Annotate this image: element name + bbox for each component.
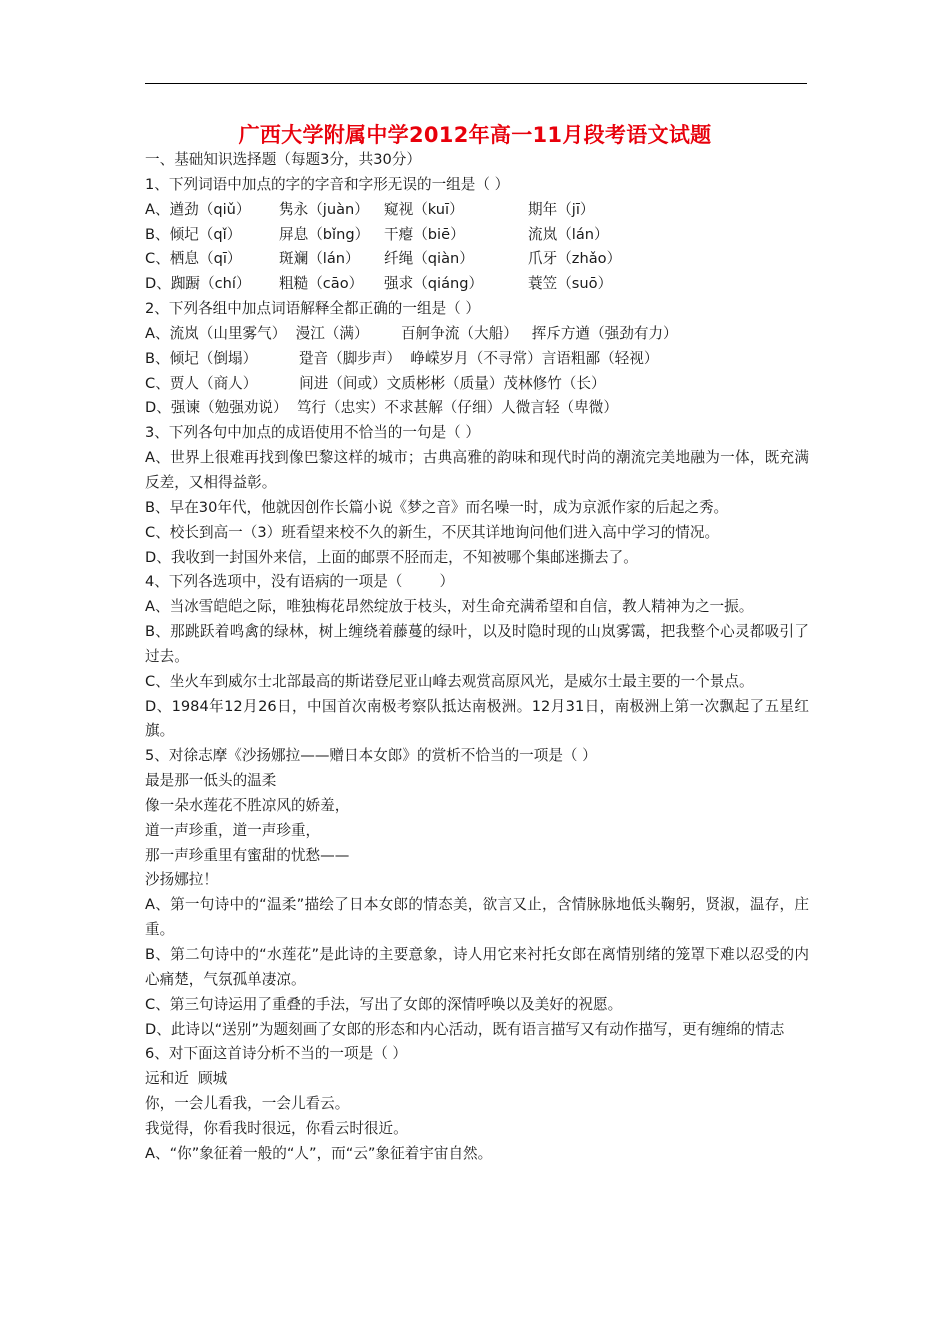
question-1-option-c [145, 247, 809, 272]
question-3-stem: 3、下列各句中加点的成语使用不恰当的一句是（ ） [145, 424, 480, 442]
question-4-stem: 4、下列各选项中，没有语病的一项是（ ） [145, 573, 455, 591]
question-5-option-d: D、此诗以“送别”为题刻画了女郎的形态和内心活动，既有语言描写又有动作描写，更有缠绵的情志 [145, 1020, 785, 1038]
question-6-option-a: A、“你”象征着一般的“人”，而“云”象征着宇宙自然。 [145, 1144, 493, 1162]
option-cell: 蓑笠（suō） [528, 275, 613, 293]
question-4-option-a: A、当冰雪皑皑之际，唯独梅花昂然绽放于枝头，对生命充满希望和自信，教人精神为之一振。 [145, 598, 754, 616]
poem-line: 道一声珍重，道一声珍重， [145, 821, 321, 839]
option-cell: 流岚（lán） [528, 225, 609, 243]
option-cell: 窥视（kuī） [384, 200, 464, 218]
option-cell: 干瘪（biē） [384, 225, 465, 243]
section-heading: 一、基础知识选择题（每题3分，共30分） [145, 151, 421, 168]
poem-line: 像一朵水莲花不胜凉风的娇羞， [145, 796, 350, 814]
question-2-stem: 2、下列各组中加点词语解释全都正确的一组是（ ） [145, 300, 480, 318]
question-2-option-d: D、强谏（勉强劝说） 笃行（忠实）不求甚解（仔细）人微言轻（卑微） [145, 399, 618, 417]
poem-line: 沙扬娜拉！ [145, 871, 218, 889]
question-3-option-b: B、早在30年代，他就因创作长篇小说《梦之音》而名噪一时，成为京派作家的后起之秀。 [145, 498, 729, 516]
question-3-option-c: C、校长到高一（3）班看望来校不久的新生，不厌其详地询问他们进入高中学习的情况。 [145, 523, 720, 541]
question-2-option-a: A、流岚（山里雾气） 漫江（满） 百舸争流（大船） 挥斥方遒（强劲有力） [145, 324, 678, 342]
option-cell: 斑斓（lán） [279, 250, 360, 268]
option-cell: 隽永（juàn） [279, 200, 369, 218]
option-cell: C、栖息（qī） [145, 250, 242, 268]
option-cell: A、遒劲（qiǔ） [145, 200, 251, 218]
question-2-option-b: B、倾圮（倒塌） 跫音（脚步声） 峥嵘岁月（不寻常）言语粗鄙（轻视） [145, 349, 659, 367]
question-5-stem: 5、对徐志摩《沙扬娜拉——赠日本女郎》的赏析不恰当的一项是（ ） [145, 747, 597, 765]
option-cell: 纤绳（qiàn） [384, 250, 474, 268]
poem-line: 最是那一低头的温柔 [145, 772, 277, 790]
option-cell: 粗糙（cāo） [279, 275, 364, 293]
option-cell: B、倾圮（qǐ） [145, 225, 242, 243]
question-4-option-d: D、1984年12月26日，中国首次南极考察队抵达南极洲。12月31日，南极洲上第一次飘起了五星红旗。 [145, 697, 809, 740]
question-1-stem: 1、下列词语中加点的字的字音和字形无误的一组是（ ） [145, 175, 510, 193]
question-4-option-c: C、坐火车到威尔士北部最高的斯诺登尼亚山峰去观赏高原风光，是威尔士最主要的一个景点。 [145, 672, 754, 690]
question-4-option-b: B、那跳跃着鸣禽的绿林，树上缠绕着藤蔓的绿叶，以及时隐时现的山岚雾霭，把我整个心灵都吸引了过去。 [145, 623, 809, 665]
option-cell: 爪牙（zhǎo） [528, 250, 622, 268]
question-2-option-c: C、贾人（商人） 间进（间或）文质彬彬（质量）茂林修竹（长） [145, 374, 606, 392]
header-rule [145, 83, 807, 84]
poem-line: 那一声珍重里有蜜甜的忧愁—— [145, 846, 350, 864]
option-cell: 期年（jī） [528, 200, 595, 218]
option-cell: 强求（qiáng） [384, 275, 484, 293]
question-3-option-d: D、我收到一封国外来信，上面的邮票不胫而走，不知被哪个集邮迷撕去了。 [145, 548, 638, 566]
page-title: 广西大学附属中学2012年高一11月段考语文试题 [238, 123, 712, 147]
question-5-option-c: C、第三句诗运用了重叠的手法，写出了女郎的深情呼唤以及美好的祝愿。 [145, 995, 623, 1013]
option-cell: D、踟蹰（chí） [145, 275, 251, 293]
question-5-option-a: A、第一句诗中的“温柔”描绘了日本女郎的情态美，欲言又止，含情脉脉地低头鞠躬，贤淑，温存，庄重。 [145, 896, 809, 939]
question-5-option-b: B、第二句诗中的“水莲花”是此诗的主要意象，诗人用它来衬托女郎在离情别绪的笼罩下难以忍受的内心痛楚，气氛孤单凄凉。 [145, 946, 809, 988]
poem-title: 远和近 顾城 [145, 1070, 228, 1088]
question-1-option-a [145, 198, 809, 223]
document-body [145, 148, 809, 1167]
question-3-option-a: A、世界上很难再找到像巴黎这样的城市；古典高雅的韵味和现代时尚的潮流完美地融为一体，既充满反差，又相得益彰。 [145, 449, 809, 491]
question-1-option-d [145, 272, 809, 297]
option-cell: 屏息（bǐng） [279, 225, 370, 243]
poem-line: 我觉得，你看我时很远，你看云时很近。 [145, 1119, 408, 1137]
poem-line: 你，一会儿看我，一会儿看云。 [145, 1095, 350, 1113]
question-1-option-b [145, 223, 809, 248]
question-6-stem: 6、对下面这首诗分析不当的一项是（ ） [145, 1045, 408, 1063]
